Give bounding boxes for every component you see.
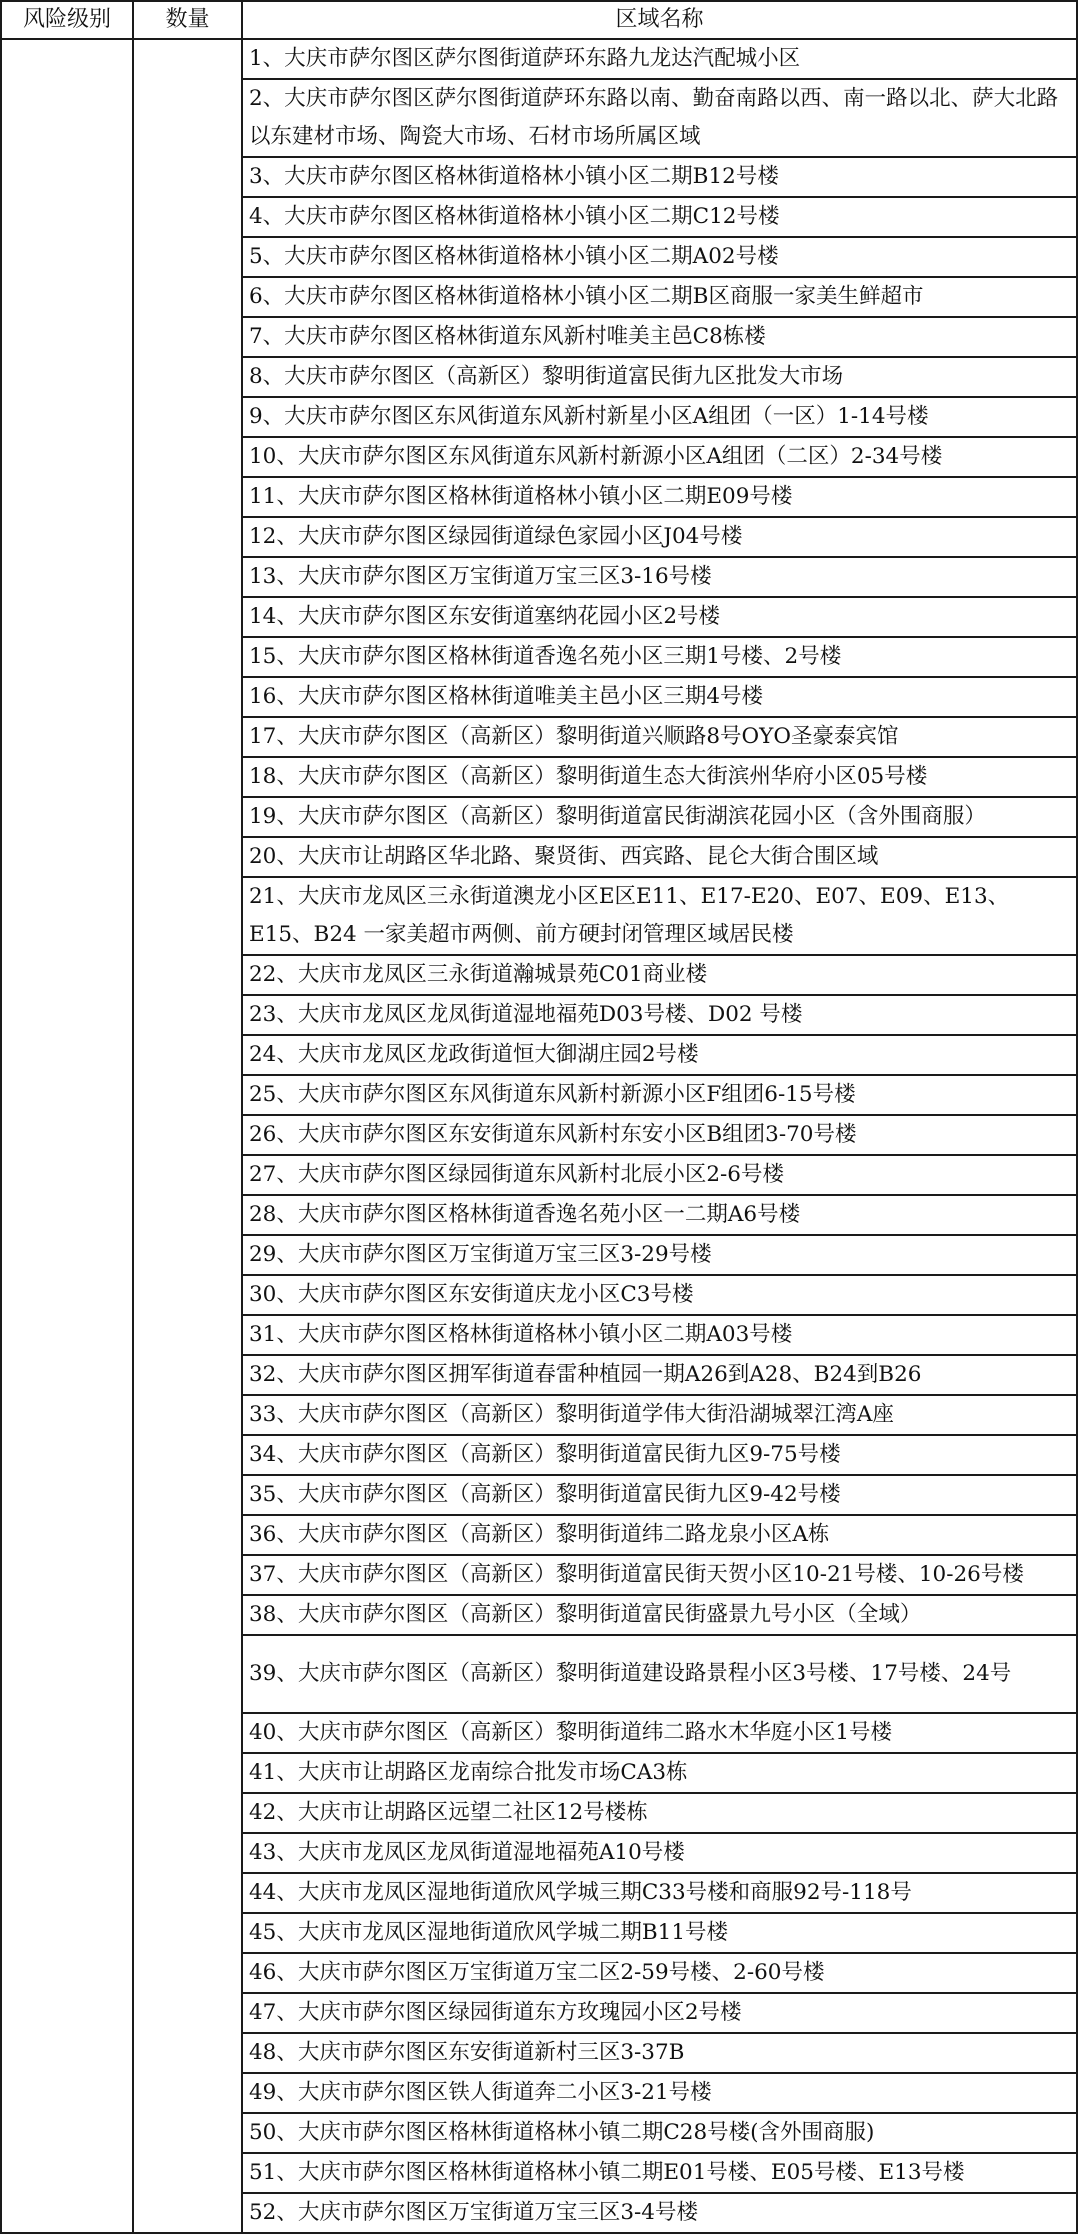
area-name-cell: 10、大庆市萨尔图区东风街道东风新村新源小区A组团（二区）2-34号楼 [242,437,1077,477]
area-name-cell: 38、大庆市萨尔图区（高新区）黎明街道富民街盛景九号小区（全域） [242,1595,1077,1635]
area-name-cell: 39、大庆市萨尔图区（高新区）黎明街道建设路景程小区3号楼、17号楼、24号 [242,1635,1077,1713]
area-name-cell: 35、大庆市萨尔图区（高新区）黎明街道富民街九区9-42号楼 [242,1475,1077,1515]
area-name-cell: 18、大庆市萨尔图区（高新区）黎明街道生态大街滨州华府小区05号楼 [242,757,1077,797]
area-name-cell: 24、大庆市龙凤区龙政街道恒大御湖庄园2号楼 [242,1035,1077,1075]
area-name-cell: 30、大庆市萨尔图区东安街道庆龙小区C3号楼 [242,1275,1077,1315]
area-name-cell: 34、大庆市萨尔图区（高新区）黎明街道富民街九区9-75号楼 [242,1435,1077,1475]
risk-level-cell [1,39,133,2233]
area-name-cell: 23、大庆市龙凤区龙凤街道湿地福苑D03号楼、D02 号楼 [242,995,1077,1035]
area-name-cell: 26、大庆市萨尔图区东安街道东风新村东安小区B组团3-70号楼 [242,1115,1077,1155]
area-name-cell: 27、大庆市萨尔图区绿园街道东风新村北辰小区2-6号楼 [242,1155,1077,1195]
area-name-cell: 15、大庆市萨尔图区格林街道香逸名苑小区三期1号楼、2号楼 [242,637,1077,677]
area-name-cell: 21、大庆市龙凤区三永街道澳龙小区E区E11、E17-E20、E07、E09、E13、E15、B24 一家美超市两侧、前方硬封闭管理区域居民楼 [242,877,1077,955]
area-name-cell: 2、大庆市萨尔图区萨尔图街道萨环东路以南、勤奋南路以西、南一路以北、萨大北路以东建材市场、陶瓷大市场、石材市场所属区域 [242,79,1077,157]
area-name-cell: 14、大庆市萨尔图区东安街道塞纳花园小区2号楼 [242,597,1077,637]
area-name-cell: 40、大庆市萨尔图区（高新区）黎明街道纬二路水木华庭小区1号楼 [242,1713,1077,1753]
area-name-cell: 19、大庆市萨尔图区（高新区）黎明街道富民街湖滨花园小区（含外围商服） [242,797,1077,837]
count-cell [133,39,242,2233]
area-name-cell: 17、大庆市萨尔图区（高新区）黎明街道兴顺路8号OYO圣豪泰宾馆 [242,717,1077,757]
area-name-cell: 52、大庆市萨尔图区万宝街道万宝三区3-4号楼 [242,2193,1077,2233]
area-name-cell: 8、大庆市萨尔图区（高新区）黎明街道富民街九区批发大市场 [242,357,1077,397]
area-name-cell: 51、大庆市萨尔图区格林街道格林小镇二期E01号楼、E05号楼、E13号楼 [242,2153,1077,2193]
area-name-cell: 29、大庆市萨尔图区万宝街道万宝三区3-29号楼 [242,1235,1077,1275]
area-name-cell: 9、大庆市萨尔图区东风街道东风新村新星小区A组团（一区）1-14号楼 [242,397,1077,437]
area-name-cell: 42、大庆市让胡路区远望二社区12号楼栋 [242,1793,1077,1833]
table-body [1,39,1077,2233]
area-name-cell: 32、大庆市萨尔图区拥军街道春雷种植园一期A26到A28、B24到B26 [242,1355,1077,1395]
area-name-cell: 22、大庆市龙凤区三永街道瀚城景苑C01商业楼 [242,955,1077,995]
area-name-cell: 12、大庆市萨尔图区绿园街道绿色家园小区J04号楼 [242,517,1077,557]
area-name-cell: 48、大庆市萨尔图区东安街道新村三区3-37B [242,2033,1077,2073]
area-name-cell: 28、大庆市萨尔图区格林街道香逸名苑小区一二期A6号楼 [242,1195,1077,1235]
area-name-cell: 33、大庆市萨尔图区（高新区）黎明街道学伟大街沿湖城翠江湾A座 [242,1395,1077,1435]
area-name-cell: 3、大庆市萨尔图区格林街道格林小镇小区二期B12号楼 [242,157,1077,197]
area-name-cell: 4、大庆市萨尔图区格林街道格林小镇小区二期C12号楼 [242,197,1077,237]
table-row [1,39,1077,79]
area-name-cell: 50、大庆市萨尔图区格林街道格林小镇二期C28号楼(含外围商服) [242,2113,1077,2153]
header-risk-level: 风险级别 [1,1,133,39]
area-name-cell: 16、大庆市萨尔图区格林街道唯美主邑小区三期4号楼 [242,677,1077,717]
area-name-cell: 37、大庆市萨尔图区（高新区）黎明街道富民街天贺小区10-21号楼、10-26号楼 [242,1555,1077,1595]
area-name-cell: 25、大庆市萨尔图区东风街道东风新村新源小区F组团6-15号楼 [242,1075,1077,1115]
area-name-cell: 6、大庆市萨尔图区格林街道格林小镇小区二期B区商服一家美生鲜超市 [242,277,1077,317]
header-count: 数量 [133,1,242,39]
area-name-cell: 45、大庆市龙凤区湿地街道欣风学城二期B11号楼 [242,1913,1077,1953]
table-header-row [1,1,1077,39]
area-name-cell: 36、大庆市萨尔图区（高新区）黎明街道纬二路龙泉小区A栋 [242,1515,1077,1555]
area-name-cell: 41、大庆市让胡路区龙南综合批发市场CA3栋 [242,1753,1077,1793]
area-name-cell: 46、大庆市萨尔图区万宝街道万宝二区2-59号楼、2-60号楼 [242,1953,1077,1993]
area-name-cell: 20、大庆市让胡路区华北路、聚贤街、西宾路、昆仑大街合围区域 [242,837,1077,877]
area-name-cell: 47、大庆市萨尔图区绿园街道东方玫瑰园小区2号楼 [242,1993,1077,2033]
area-name-cell: 1、大庆市萨尔图区萨尔图街道萨环东路九龙达汽配城小区 [242,39,1077,79]
area-name-cell: 44、大庆市龙凤区湿地街道欣风学城三期C33号楼和商服92号-118号 [242,1873,1077,1913]
area-name-cell: 49、大庆市萨尔图区铁人街道奔二小区3-21号楼 [242,2073,1077,2113]
area-name-cell: 13、大庆市萨尔图区万宝街道万宝三区3-16号楼 [242,557,1077,597]
area-name-cell: 31、大庆市萨尔图区格林街道格林小镇小区二期A03号楼 [242,1315,1077,1355]
header-area-name: 区域名称 [242,1,1077,39]
area-name-cell: 11、大庆市萨尔图区格林街道格林小镇小区二期E09号楼 [242,477,1077,517]
area-name-cell: 5、大庆市萨尔图区格林街道格林小镇小区二期A02号楼 [242,237,1077,277]
area-name-cell: 7、大庆市萨尔图区格林街道东风新村唯美主邑C8栋楼 [242,317,1077,357]
area-name-cell: 43、大庆市龙凤区龙凤街道湿地福苑A10号楼 [242,1833,1077,1873]
